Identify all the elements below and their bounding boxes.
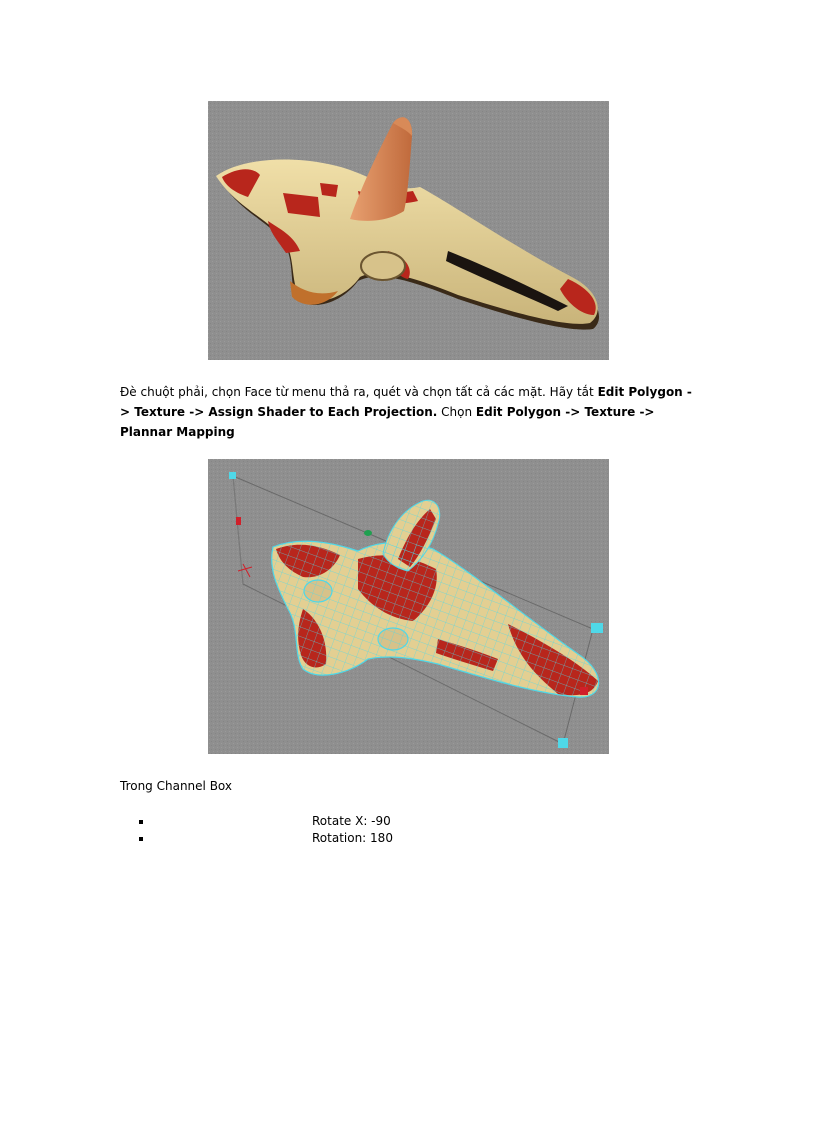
paragraph-text-1: Đè chuột phải, chọn Face từ menu thả ra, quét và chọn tất cả các mặt. Hãy tắt bbox=[120, 385, 598, 399]
rotation-value: Rotation: 180 bbox=[312, 831, 393, 845]
figure-wireframe-spaceship bbox=[208, 459, 609, 754]
figure-shaded-spaceship bbox=[208, 101, 609, 360]
planar-mapping-wireframe-render bbox=[208, 459, 609, 754]
list-item bbox=[120, 813, 620, 830]
menu-path-assign-shader: Edit Polygon -> Texture -> Assign Shader to Each Projection. bbox=[120, 385, 692, 419]
rotate-x-value: Rotate X: -90 bbox=[312, 814, 391, 828]
channel-box-heading: Trong Channel Box bbox=[120, 779, 233, 793]
shaded-spaceship-render bbox=[208, 101, 609, 360]
channel-box-values-list bbox=[120, 813, 620, 847]
paragraph-text-2: Chọn bbox=[437, 405, 476, 419]
menu-path-planar-mapping: Edit Polygon -> Texture -> Plannar Mapping bbox=[120, 405, 655, 439]
list-item bbox=[120, 830, 620, 847]
instruction-paragraph bbox=[120, 382, 700, 442]
square-bullet-icon bbox=[139, 837, 143, 841]
square-bullet-icon bbox=[139, 820, 143, 824]
